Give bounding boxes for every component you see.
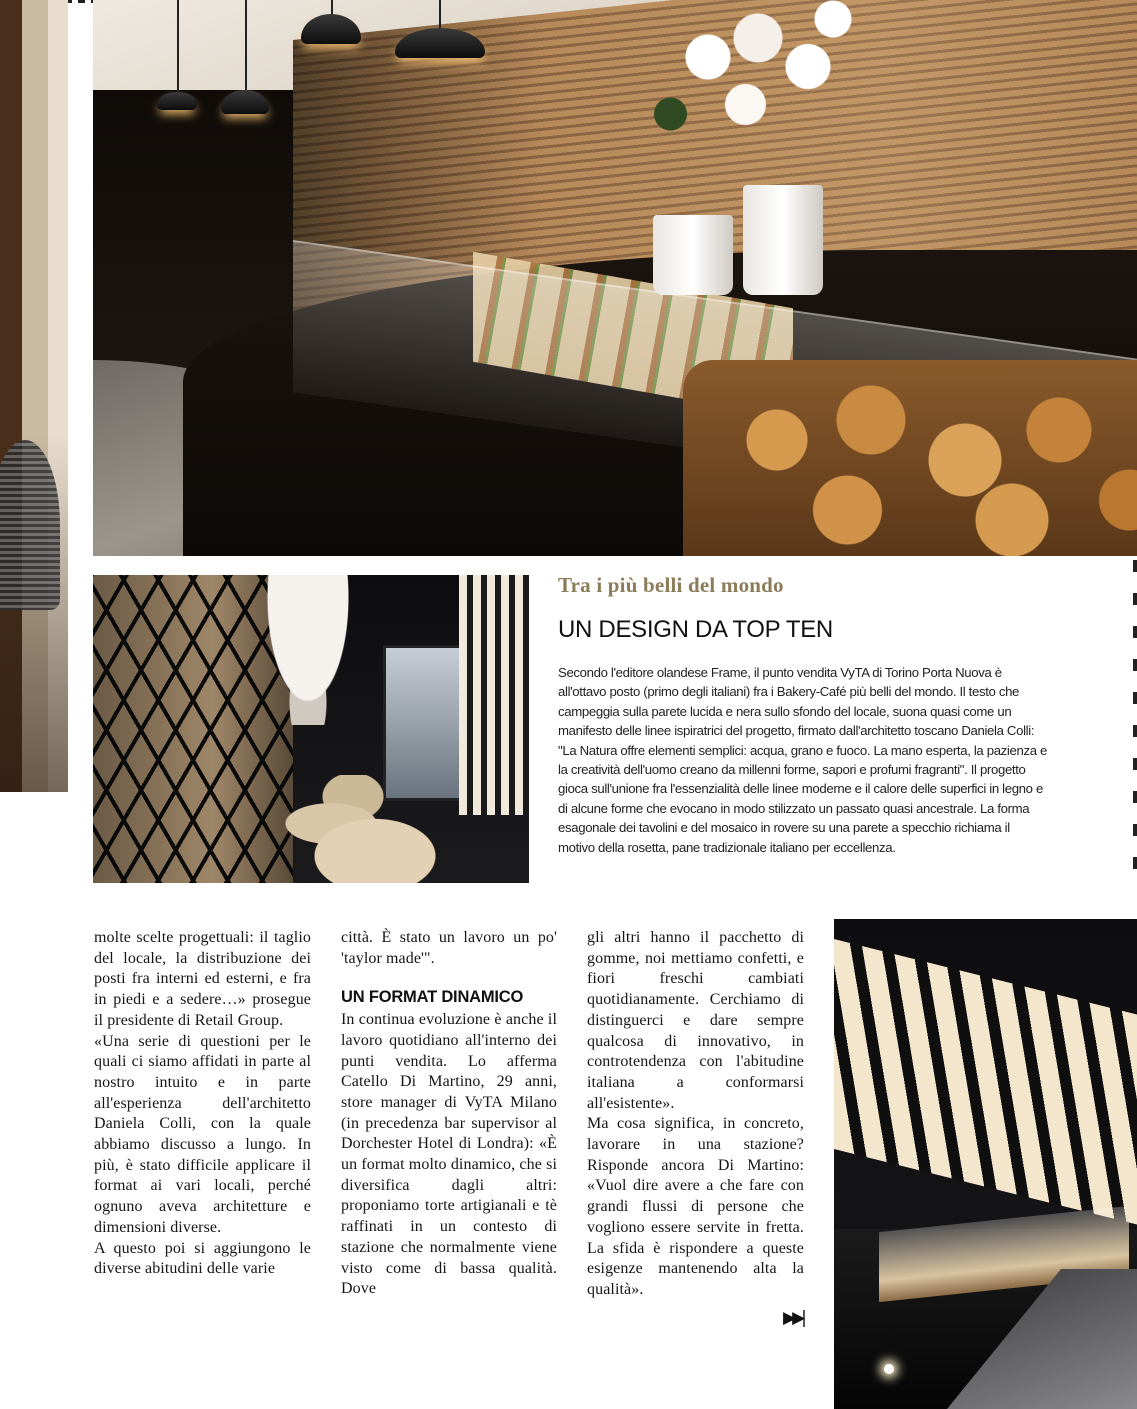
paragraph: città. È stato un lavoro un po' 'taylor made'".	[341, 929, 557, 967]
section-subheading: UN FORMAT DINAMICO	[341, 988, 524, 1007]
sidebar-intro-text: Secondo l'editore olandese Frame, il punto vendita VyTA di Torino Porta Nuova è all'ottavo posto (primo degli italiani) fra i Bakery-Café più belli del mondo. Il testo che campeggia sulla parete lucida e nera sullo sfondo del locale, suona quasi come un manifesto delle linee ispiratrici del progetto, firmato dall'architetto toscano Daniela Colli: "La Natura offre elementi semplici: acqua, grano e fuoco. La mano esperta, la pazienza e la creatività dell'uomo creano da millenni forme, sapori e profumi fragranti". Il progetto gioca sull'unione fra l'essenzialità delle linee moderne e il calore delle superfici in legno e di alcune forme che evocano in modo stilizzato un passato quasi ancestrale. La forma esagonale dei tavolini e del mosaico in rovere su una parete a specchio richiama il motivo della rosetta, pane tradizionale italiano per eccellenza.	[558, 665, 1047, 855]
previous-page-photo-edge	[0, 0, 68, 792]
paragraph: «Una serie di questioni per le quali ci siamo affidati in parte al nostro intuito e in parte all'esperienza dell'architetto Daniela Colli, con la quale abbiamo discusso a lungo. In più, è stato difficile applicare il format ai vari locali, perché ognuno aveva architetture e dimensioni diverse.	[94, 1032, 311, 1236]
bakery-counter-photo	[93, 0, 1137, 556]
flower-pots	[653, 175, 833, 295]
article-column-3	[587, 928, 804, 1301]
spot-light	[884, 1364, 894, 1374]
sidebar-headline: UN DESIGN DA TOP TEN	[558, 616, 833, 643]
article-column-2	[341, 928, 557, 1300]
pendant-lamp	[157, 92, 197, 110]
paragraph: Ma cosa significa, in concreto, lavorare in una stazione? Risponde ancora Di Martino: «Vuol dire avere a che fare con grandi flussi di persone che vogliono essere servite in fretta. La sfida è rispondere a queste esigenze mantenendo alta la qualità».	[587, 1115, 804, 1298]
chair-shape	[0, 440, 60, 610]
station-corridor-photo	[834, 919, 1137, 1409]
slat-panels	[834, 939, 1137, 1225]
paragraph: gli altri hanno il pacchetto di gomme, noi mettiamo confetti, e fiori freschi cambiati quotidianamente. Cerchiamo di distinguerci e dare sempre qualcosa di innovativo, in controtendenza con l'abitudine italiana a conformarsi all'esistente».	[587, 929, 804, 1112]
lamp-cord	[177, 0, 179, 94]
lamp-cord	[245, 0, 247, 92]
tables	[243, 775, 463, 883]
pastries-display	[683, 360, 1137, 556]
paragraph: In continua evoluzione è anche il lavoro quotidiano all'interno dei punti vendita. Lo afferma Catello Di Martino, 29 anni, store manager di VyTA Milano (in precedenza bar supervisor al Dorchester Hotel di Londra): «È un format molto dinamico, che si diversifica dagli altri: proponiamo torte artigianali e tè raffinati in un contesto di stazione che normalmente viene visto come di bassa qualità. Dove	[341, 1011, 557, 1298]
sidebar-kicker: Tra i più belli del mondo	[558, 573, 784, 597]
lamp-cord	[439, 0, 441, 30]
article-column-1	[94, 928, 311, 1280]
orchids	[633, 0, 883, 190]
flower-pot	[653, 215, 733, 295]
paragraph: A questo poi si aggiungono le diverse abitudini delle varie	[94, 1239, 311, 1278]
cafe-interior-photo	[93, 575, 529, 883]
flower-pot	[743, 185, 823, 295]
paragraph: molte scelte progettuali: il taglio del locale, la distribuzione dei posti fra interni ed esterni, e fra in piedi e a sedere…» prosegue il presidente di Retail Group.	[94, 929, 311, 1029]
right-edge-ticks	[1133, 560, 1137, 900]
slat-panels	[459, 575, 529, 815]
continue-icon: ▶▶|	[783, 1308, 803, 1328]
chandelier	[258, 575, 358, 725]
